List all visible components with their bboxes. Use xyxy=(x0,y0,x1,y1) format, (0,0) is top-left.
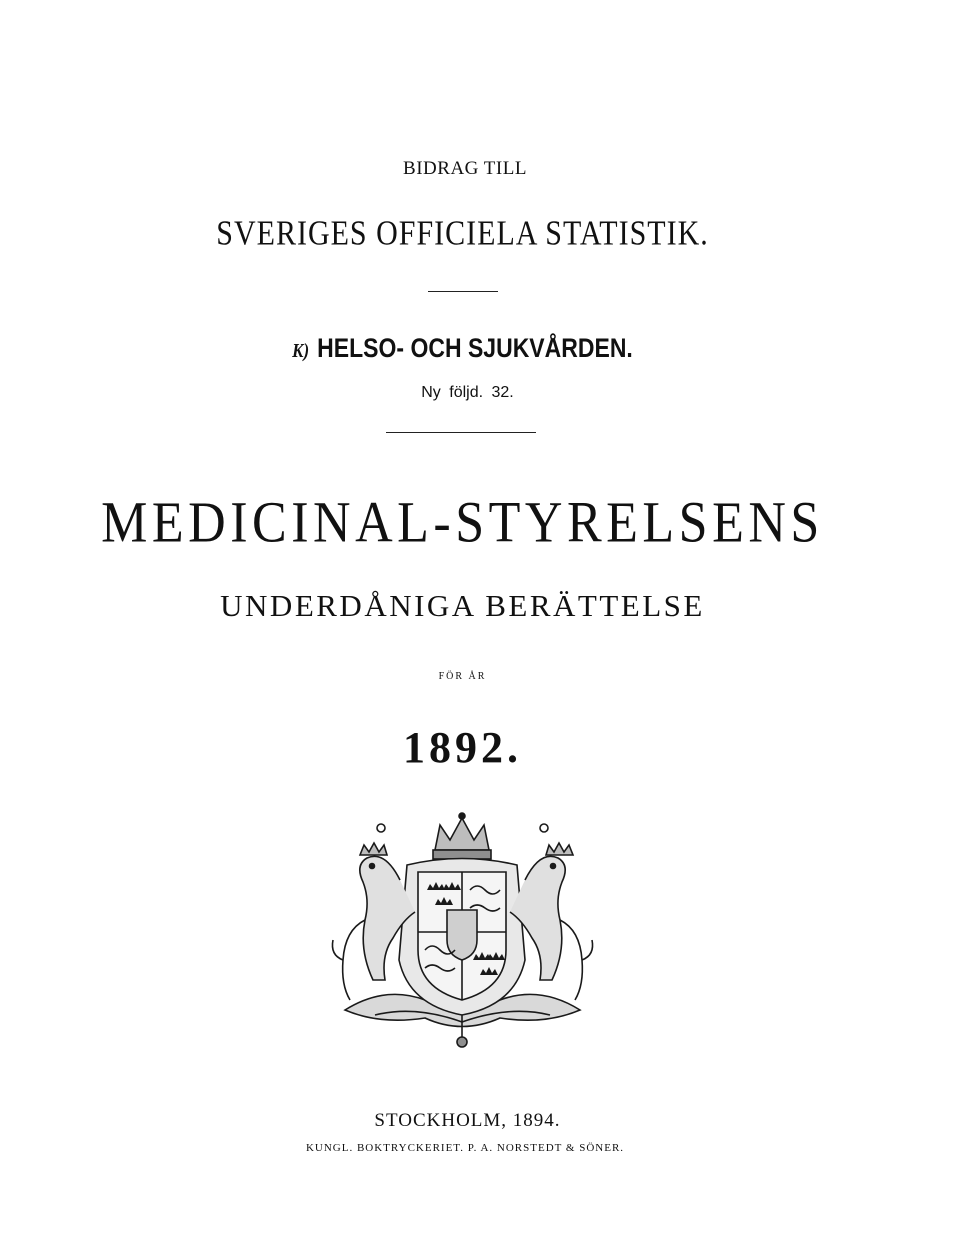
coat-of-arms-icon xyxy=(315,810,610,1050)
series-title: SVERIGES OFFICIELA STATISTIK. xyxy=(216,214,709,253)
new-series-number: Ny följd. 32. xyxy=(421,384,514,401)
for-year-label: FÖR ÅR xyxy=(438,671,487,682)
divider-rule xyxy=(428,291,498,292)
section-heading xyxy=(0,333,925,364)
report-year: 1892. xyxy=(403,723,522,772)
section-title: HELSO- OCH SJUKVÅRDEN. xyxy=(317,333,633,363)
series-prefix: BIDRAG TILL xyxy=(403,158,527,179)
divider-rule xyxy=(386,432,536,433)
imprint-city-year: STOCKHOLM, 1894. xyxy=(374,1110,561,1131)
subtitle: UNDERDÅNIGA BERÄTTELSE xyxy=(220,588,705,623)
main-title: MEDICINAL-STYRELSENS xyxy=(101,491,824,555)
section-letter: K) xyxy=(292,339,310,362)
imprint-printer: KUNGL. BOKTRYCKERIET. P. A. NORSTEDT & SÖNER. xyxy=(305,1142,625,1154)
